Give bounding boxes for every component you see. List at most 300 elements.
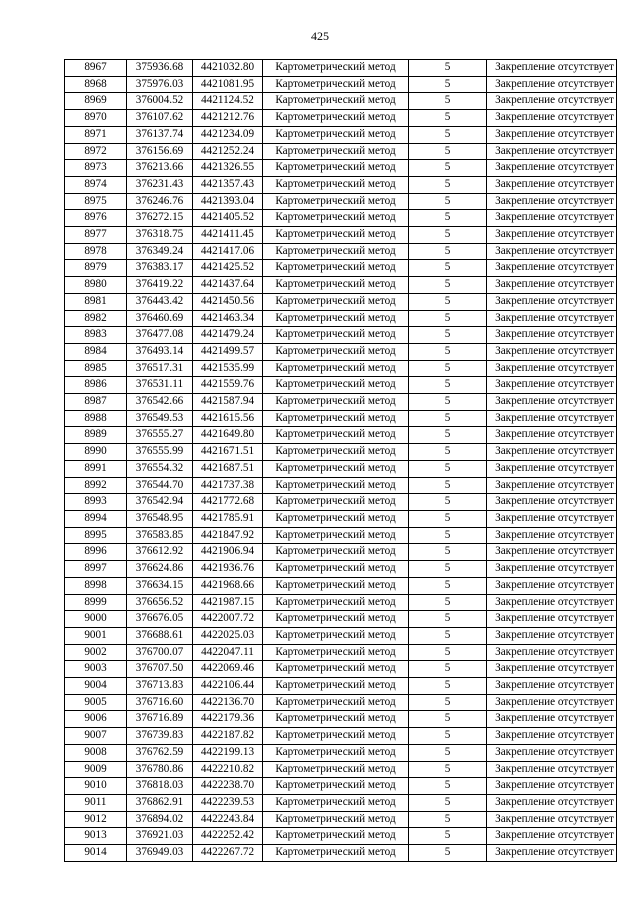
x-coordinate-cell: 375936.68: [127, 60, 193, 77]
table-row: [65, 176, 617, 193]
y-coordinate-cell: 4421587.94: [193, 394, 263, 411]
table-row: [65, 627, 617, 644]
method-cell: Картометрический метод: [263, 377, 409, 394]
method-cell: Картометрический метод: [263, 845, 409, 862]
point-number-cell: 8988: [65, 410, 127, 427]
y-coordinate-cell: 4422047.11: [193, 644, 263, 661]
method-cell: Картометрический метод: [263, 243, 409, 260]
accuracy-cell: 5: [409, 728, 487, 745]
point-number-cell: 8993: [65, 494, 127, 511]
x-coordinate-cell: 376443.42: [127, 293, 193, 310]
fixation-cell: Закрепление отсутствует: [487, 644, 617, 661]
y-coordinate-cell: 4421326.55: [193, 160, 263, 177]
x-coordinate-cell: 376716.89: [127, 711, 193, 728]
fixation-cell: Закрепление отсутствует: [487, 143, 617, 160]
y-coordinate-cell: 4421535.99: [193, 360, 263, 377]
x-coordinate-cell: 376213.66: [127, 160, 193, 177]
accuracy-cell: 5: [409, 444, 487, 461]
table-row: [65, 510, 617, 527]
point-number-cell: 8984: [65, 343, 127, 360]
point-number-cell: 9002: [65, 644, 127, 661]
accuracy-cell: 5: [409, 126, 487, 143]
point-number-cell: 8983: [65, 327, 127, 344]
point-number-cell: 9001: [65, 627, 127, 644]
y-coordinate-cell: 4421124.52: [193, 93, 263, 110]
x-coordinate-cell: 376542.66: [127, 394, 193, 411]
y-coordinate-cell: 4421417.06: [193, 243, 263, 260]
method-cell: Картометрический метод: [263, 627, 409, 644]
point-number-cell: 8977: [65, 227, 127, 244]
y-coordinate-cell: 4421847.92: [193, 527, 263, 544]
fixation-cell: Закрепление отсутствует: [487, 243, 617, 260]
method-cell: Картометрический метод: [263, 778, 409, 795]
x-coordinate-cell: 376318.75: [127, 227, 193, 244]
x-coordinate-cell: 376555.99: [127, 444, 193, 461]
x-coordinate-cell: 376862.91: [127, 794, 193, 811]
x-coordinate-cell: 376246.76: [127, 193, 193, 210]
y-coordinate-cell: 4421081.95: [193, 76, 263, 93]
x-coordinate-cell: 376583.85: [127, 527, 193, 544]
fixation-cell: Закрепление отсутствует: [487, 176, 617, 193]
fixation-cell: Закрепление отсутствует: [487, 210, 617, 227]
accuracy-cell: 5: [409, 193, 487, 210]
table-row: [65, 444, 617, 461]
table-row: [65, 611, 617, 628]
table-row: [65, 227, 617, 244]
method-cell: Картометрический метод: [263, 761, 409, 778]
y-coordinate-cell: 4421032.80: [193, 60, 263, 77]
table-row: [65, 360, 617, 377]
y-coordinate-cell: 4422267.72: [193, 845, 263, 862]
method-cell: Картометрический метод: [263, 494, 409, 511]
point-number-cell: 8999: [65, 594, 127, 611]
accuracy-cell: 5: [409, 678, 487, 695]
accuracy-cell: 5: [409, 377, 487, 394]
table-row: [65, 110, 617, 127]
fixation-cell: Закрепление отсутствует: [487, 661, 617, 678]
method-cell: Картометрический метод: [263, 644, 409, 661]
accuracy-cell: 5: [409, 494, 487, 511]
point-number-cell: 9009: [65, 761, 127, 778]
point-number-cell: 8995: [65, 527, 127, 544]
fixation-cell: Закрепление отсутствует: [487, 761, 617, 778]
y-coordinate-cell: 4422210.82: [193, 761, 263, 778]
accuracy-cell: 5: [409, 93, 487, 110]
point-number-cell: 8997: [65, 561, 127, 578]
y-coordinate-cell: 4421393.04: [193, 193, 263, 210]
table-row: [65, 193, 617, 210]
point-number-cell: 9012: [65, 811, 127, 828]
method-cell: Картометрический метод: [263, 410, 409, 427]
table-row: [65, 293, 617, 310]
point-number-cell: 8990: [65, 444, 127, 461]
point-number-cell: 8996: [65, 544, 127, 561]
x-coordinate-cell: 376493.14: [127, 343, 193, 360]
point-number-cell: 8978: [65, 243, 127, 260]
accuracy-cell: 5: [409, 661, 487, 678]
accuracy-cell: 5: [409, 277, 487, 294]
x-coordinate-cell: 376921.03: [127, 828, 193, 845]
x-coordinate-cell: 376004.52: [127, 93, 193, 110]
y-coordinate-cell: 4421737.38: [193, 477, 263, 494]
method-cell: Картометрический метод: [263, 327, 409, 344]
coordinates-table-body: [65, 60, 617, 862]
method-cell: Картометрический метод: [263, 460, 409, 477]
y-coordinate-cell: 4421425.52: [193, 260, 263, 277]
accuracy-cell: 5: [409, 427, 487, 444]
accuracy-cell: 5: [409, 343, 487, 360]
table-row: [65, 527, 617, 544]
point-number-cell: 9004: [65, 678, 127, 695]
y-coordinate-cell: 4421479.24: [193, 327, 263, 344]
point-number-cell: 9000: [65, 611, 127, 628]
accuracy-cell: 5: [409, 76, 487, 93]
fixation-cell: Закрепление отсутствует: [487, 845, 617, 862]
fixation-cell: Закрепление отсутствует: [487, 110, 617, 127]
x-coordinate-cell: 376156.69: [127, 143, 193, 160]
y-coordinate-cell: 4421906.94: [193, 544, 263, 561]
table-row: [65, 143, 617, 160]
table-row: [65, 310, 617, 327]
point-number-cell: 8968: [65, 76, 127, 93]
accuracy-cell: 5: [409, 845, 487, 862]
point-number-cell: 9014: [65, 845, 127, 862]
y-coordinate-cell: 4421405.52: [193, 210, 263, 227]
fixation-cell: Закрепление отсутствует: [487, 711, 617, 728]
fixation-cell: Закрепление отсутствует: [487, 594, 617, 611]
x-coordinate-cell: 376949.03: [127, 845, 193, 862]
table-row: [65, 544, 617, 561]
method-cell: Картометрический метод: [263, 126, 409, 143]
fixation-cell: Закрепление отсутствует: [487, 394, 617, 411]
fixation-cell: Закрепление отсутствует: [487, 343, 617, 360]
x-coordinate-cell: 376542.94: [127, 494, 193, 511]
fixation-cell: Закрепление отсутствует: [487, 477, 617, 494]
coordinates-table: [64, 59, 617, 862]
table-row: [65, 60, 617, 77]
fixation-cell: Закрепление отсутствует: [487, 744, 617, 761]
accuracy-cell: 5: [409, 410, 487, 427]
fixation-cell: Закрепление отсутствует: [487, 611, 617, 628]
y-coordinate-cell: 4421772.68: [193, 494, 263, 511]
fixation-cell: Закрепление отсутствует: [487, 544, 617, 561]
y-coordinate-cell: 4422069.46: [193, 661, 263, 678]
y-coordinate-cell: 4422179.36: [193, 711, 263, 728]
table-row: [65, 678, 617, 695]
method-cell: Картометрический метод: [263, 678, 409, 695]
method-cell: Картометрический метод: [263, 728, 409, 745]
y-coordinate-cell: 4422187.82: [193, 728, 263, 745]
point-number-cell: 8975: [65, 193, 127, 210]
method-cell: Картометрический метод: [263, 360, 409, 377]
accuracy-cell: 5: [409, 260, 487, 277]
fixation-cell: Закрепление отсутствует: [487, 60, 617, 77]
fixation-cell: Закрепление отсутствует: [487, 160, 617, 177]
x-coordinate-cell: 376780.86: [127, 761, 193, 778]
point-number-cell: 8970: [65, 110, 127, 127]
x-coordinate-cell: 376818.03: [127, 778, 193, 795]
y-coordinate-cell: 4421499.57: [193, 343, 263, 360]
fixation-cell: Закрепление отсутствует: [487, 193, 617, 210]
method-cell: Картометрический метод: [263, 477, 409, 494]
method-cell: Картометрический метод: [263, 444, 409, 461]
x-coordinate-cell: 376762.59: [127, 744, 193, 761]
fixation-cell: Закрепление отсутствует: [487, 577, 617, 594]
method-cell: Картометрический метод: [263, 277, 409, 294]
fixation-cell: Закрепление отсутствует: [487, 728, 617, 745]
y-coordinate-cell: 4421559.76: [193, 377, 263, 394]
accuracy-cell: 5: [409, 561, 487, 578]
method-cell: Картометрический метод: [263, 60, 409, 77]
method-cell: Картометрический метод: [263, 544, 409, 561]
accuracy-cell: 5: [409, 544, 487, 561]
fixation-cell: Закрепление отсутствует: [487, 410, 617, 427]
method-cell: Картометрический метод: [263, 260, 409, 277]
x-coordinate-cell: 376531.11: [127, 377, 193, 394]
point-number-cell: 8991: [65, 460, 127, 477]
table-row: [65, 260, 617, 277]
fixation-cell: Закрепление отсутствует: [487, 828, 617, 845]
method-cell: Картометрический метод: [263, 661, 409, 678]
x-coordinate-cell: 376544.70: [127, 477, 193, 494]
table-row: [65, 711, 617, 728]
method-cell: Картометрический метод: [263, 828, 409, 845]
accuracy-cell: 5: [409, 644, 487, 661]
y-coordinate-cell: 4422239.53: [193, 794, 263, 811]
point-number-cell: 8976: [65, 210, 127, 227]
accuracy-cell: 5: [409, 143, 487, 160]
method-cell: Картометрический метод: [263, 193, 409, 210]
table-row: [65, 126, 617, 143]
point-number-cell: 8992: [65, 477, 127, 494]
point-number-cell: 8979: [65, 260, 127, 277]
method-cell: Картометрический метод: [263, 176, 409, 193]
fixation-cell: Закрепление отсутствует: [487, 277, 617, 294]
fixation-cell: Закрепление отсутствует: [487, 460, 617, 477]
point-number-cell: 8971: [65, 126, 127, 143]
x-coordinate-cell: 376383.17: [127, 260, 193, 277]
x-coordinate-cell: 376656.52: [127, 594, 193, 611]
point-number-cell: 8985: [65, 360, 127, 377]
x-coordinate-cell: 376624.86: [127, 561, 193, 578]
accuracy-cell: 5: [409, 460, 487, 477]
accuracy-cell: 5: [409, 744, 487, 761]
x-coordinate-cell: 376894.02: [127, 811, 193, 828]
table-row: [65, 828, 617, 845]
accuracy-cell: 5: [409, 577, 487, 594]
table-row: [65, 845, 617, 862]
y-coordinate-cell: 4421411.45: [193, 227, 263, 244]
y-coordinate-cell: 4422252.42: [193, 828, 263, 845]
method-cell: Картометрический метод: [263, 561, 409, 578]
method-cell: Картометрический метод: [263, 611, 409, 628]
method-cell: Картометрический метод: [263, 427, 409, 444]
accuracy-cell: 5: [409, 611, 487, 628]
x-coordinate-cell: 376549.53: [127, 410, 193, 427]
fixation-cell: Закрепление отсутствует: [487, 227, 617, 244]
method-cell: Картометрический метод: [263, 811, 409, 828]
fixation-cell: Закрепление отсутствует: [487, 327, 617, 344]
x-coordinate-cell: 376713.83: [127, 678, 193, 695]
method-cell: Картометрический метод: [263, 293, 409, 310]
fixation-cell: Закрепление отсутствует: [487, 427, 617, 444]
y-coordinate-cell: 4421987.15: [193, 594, 263, 611]
point-number-cell: 8987: [65, 394, 127, 411]
accuracy-cell: 5: [409, 310, 487, 327]
table-row: [65, 694, 617, 711]
y-coordinate-cell: 4422106.44: [193, 678, 263, 695]
accuracy-cell: 5: [409, 110, 487, 127]
accuracy-cell: 5: [409, 828, 487, 845]
x-coordinate-cell: 376477.08: [127, 327, 193, 344]
x-coordinate-cell: 376548.95: [127, 510, 193, 527]
y-coordinate-cell: 4421615.56: [193, 410, 263, 427]
y-coordinate-cell: 4421450.56: [193, 293, 263, 310]
x-coordinate-cell: 376517.31: [127, 360, 193, 377]
fixation-cell: Закрепление отсутствует: [487, 778, 617, 795]
y-coordinate-cell: 4421649.80: [193, 427, 263, 444]
table-row: [65, 377, 617, 394]
x-coordinate-cell: 376107.62: [127, 110, 193, 127]
point-number-cell: 8973: [65, 160, 127, 177]
accuracy-cell: 5: [409, 694, 487, 711]
table-row: [65, 561, 617, 578]
point-number-cell: 8981: [65, 293, 127, 310]
accuracy-cell: 5: [409, 360, 487, 377]
x-coordinate-cell: 376707.50: [127, 661, 193, 678]
accuracy-cell: 5: [409, 160, 487, 177]
y-coordinate-cell: 4421785.91: [193, 510, 263, 527]
table-row: [65, 778, 617, 795]
accuracy-cell: 5: [409, 794, 487, 811]
table-row: [65, 494, 617, 511]
point-number-cell: 8986: [65, 377, 127, 394]
x-coordinate-cell: 376612.92: [127, 544, 193, 561]
y-coordinate-cell: 4421437.64: [193, 277, 263, 294]
method-cell: Картометрический метод: [263, 711, 409, 728]
table-row: [65, 243, 617, 260]
method-cell: Картометрический метод: [263, 527, 409, 544]
method-cell: Картометрический метод: [263, 227, 409, 244]
table-row: [65, 460, 617, 477]
x-coordinate-cell: 376739.83: [127, 728, 193, 745]
fixation-cell: Закрепление отсутствует: [487, 694, 617, 711]
x-coordinate-cell: 375976.03: [127, 76, 193, 93]
fixation-cell: Закрепление отсутствует: [487, 93, 617, 110]
method-cell: Картометрический метод: [263, 210, 409, 227]
accuracy-cell: 5: [409, 627, 487, 644]
x-coordinate-cell: 376716.60: [127, 694, 193, 711]
accuracy-cell: 5: [409, 477, 487, 494]
y-coordinate-cell: 4422025.03: [193, 627, 263, 644]
table-row: [65, 160, 617, 177]
fixation-cell: Закрепление отсутствует: [487, 293, 617, 310]
table-row: [65, 93, 617, 110]
table-row: [65, 728, 617, 745]
point-number-cell: 9008: [65, 744, 127, 761]
y-coordinate-cell: 4422199.13: [193, 744, 263, 761]
point-number-cell: 8998: [65, 577, 127, 594]
point-number-cell: 9006: [65, 711, 127, 728]
fixation-cell: Закрепление отсутствует: [487, 627, 617, 644]
y-coordinate-cell: 4421687.51: [193, 460, 263, 477]
table-row: [65, 410, 617, 427]
fixation-cell: Закрепление отсутствует: [487, 76, 617, 93]
accuracy-cell: 5: [409, 210, 487, 227]
method-cell: Картометрический метод: [263, 577, 409, 594]
y-coordinate-cell: 4421234.09: [193, 126, 263, 143]
accuracy-cell: 5: [409, 176, 487, 193]
method-cell: Картометрический метод: [263, 594, 409, 611]
method-cell: Картометрический метод: [263, 93, 409, 110]
x-coordinate-cell: 376137.74: [127, 126, 193, 143]
point-number-cell: 8967: [65, 60, 127, 77]
point-number-cell: 9010: [65, 778, 127, 795]
accuracy-cell: 5: [409, 394, 487, 411]
table-row: [65, 343, 617, 360]
x-coordinate-cell: 376700.07: [127, 644, 193, 661]
y-coordinate-cell: 4422238.70: [193, 778, 263, 795]
method-cell: Картометрический метод: [263, 744, 409, 761]
table-row: [65, 794, 617, 811]
table-row: [65, 744, 617, 761]
accuracy-cell: 5: [409, 778, 487, 795]
page-number: 425: [311, 29, 329, 43]
y-coordinate-cell: 4421463.34: [193, 310, 263, 327]
fixation-cell: Закрепление отсутствует: [487, 794, 617, 811]
point-number-cell: 9005: [65, 694, 127, 711]
accuracy-cell: 5: [409, 711, 487, 728]
fixation-cell: Закрепление отсутствует: [487, 510, 617, 527]
method-cell: Картометрический метод: [263, 694, 409, 711]
fixation-cell: Закрепление отсутствует: [487, 494, 617, 511]
accuracy-cell: 5: [409, 811, 487, 828]
fixation-cell: Закрепление отсутствует: [487, 527, 617, 544]
point-number-cell: 9011: [65, 794, 127, 811]
accuracy-cell: 5: [409, 527, 487, 544]
point-number-cell: 8972: [65, 143, 127, 160]
fixation-cell: Закрепление отсутствует: [487, 678, 617, 695]
x-coordinate-cell: 376676.05: [127, 611, 193, 628]
y-coordinate-cell: 4421968.66: [193, 577, 263, 594]
y-coordinate-cell: 4421212.76: [193, 110, 263, 127]
fixation-cell: Закрепление отсутствует: [487, 444, 617, 461]
x-coordinate-cell: 376349.24: [127, 243, 193, 260]
accuracy-cell: 5: [409, 327, 487, 344]
point-number-cell: 8974: [65, 176, 127, 193]
fixation-cell: Закрепление отсутствует: [487, 360, 617, 377]
x-coordinate-cell: 376272.15: [127, 210, 193, 227]
table-row: [65, 394, 617, 411]
fixation-cell: Закрепление отсутствует: [487, 310, 617, 327]
y-coordinate-cell: 4421357.43: [193, 176, 263, 193]
method-cell: Картометрический метод: [263, 343, 409, 360]
method-cell: Картометрический метод: [263, 794, 409, 811]
table-row: [65, 577, 617, 594]
x-coordinate-cell: 376688.61: [127, 627, 193, 644]
x-coordinate-cell: 376419.22: [127, 277, 193, 294]
table-row: [65, 761, 617, 778]
accuracy-cell: 5: [409, 761, 487, 778]
y-coordinate-cell: 4422243.84: [193, 811, 263, 828]
y-coordinate-cell: 4422007.72: [193, 611, 263, 628]
x-coordinate-cell: 376460.69: [127, 310, 193, 327]
point-number-cell: 9013: [65, 828, 127, 845]
y-coordinate-cell: 4421671.51: [193, 444, 263, 461]
x-coordinate-cell: 376231.43: [127, 176, 193, 193]
table-row: [65, 661, 617, 678]
table-row: [65, 277, 617, 294]
